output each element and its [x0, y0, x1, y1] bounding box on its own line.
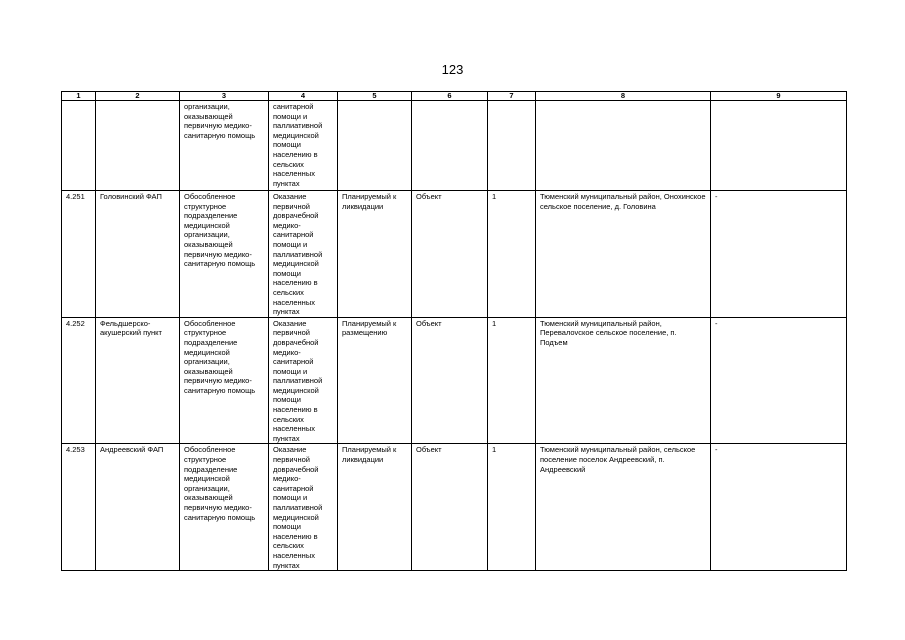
cell-unit: Объект	[412, 191, 488, 318]
cell-zone: -	[711, 444, 847, 571]
col-header-1: 1	[62, 92, 96, 101]
col-header-7: 7	[488, 92, 536, 101]
cell-zone: -	[711, 191, 847, 318]
cell-unit	[412, 101, 488, 191]
cell-type: Обособленное структурное подразделение медицинской организации, оказывающей первичную медико-санитарную помощь	[180, 317, 269, 444]
cell-count: 1	[488, 191, 536, 318]
cell-name: Фельдшерско-акушерский пункт	[96, 317, 180, 444]
cell-name: Андреевский ФАП	[96, 444, 180, 571]
table-row	[62, 191, 847, 318]
cell-zone	[711, 101, 847, 191]
table-row	[62, 317, 847, 444]
col-header-8: 8	[536, 92, 711, 101]
cell-count	[488, 101, 536, 191]
col-header-5: 5	[338, 92, 412, 101]
cell-unit: Объект	[412, 444, 488, 571]
cell-number	[62, 101, 96, 191]
cell-count: 1	[488, 317, 536, 444]
cell-purpose: Оказание первичной доврачебной медико-санитарной помощи и паллиативной медицинской помощи населению в сельских населенных пунктах	[269, 317, 338, 444]
cell-zone: -	[711, 317, 847, 444]
cell-location: Тюменский муниципальный район, сельское поселение поселок Андреевский, п. Андреевский	[536, 444, 711, 571]
cell-count: 1	[488, 444, 536, 571]
cell-status: Планируемый к ликвидации	[338, 191, 412, 318]
cell-purpose: Оказание первичной доврачебной медико-санитарной помощи и паллиативной медицинской помощи населению в сельских населенных пунктах	[269, 444, 338, 571]
cell-number: 4.251	[62, 191, 96, 318]
col-header-2: 2	[96, 92, 180, 101]
cell-unit: Объект	[412, 317, 488, 444]
cell-type: Обособленное структурное подразделение медицинской организации, оказывающей первичную медико-санитарную помощь	[180, 444, 269, 571]
header-row	[62, 92, 847, 101]
cell-type: Обособленное структурное подразделение медицинской организации, оказывающей первичную медико-санитарную помощь	[180, 191, 269, 318]
cell-status: Планируемый к ликвидации	[338, 444, 412, 571]
col-header-3: 3	[180, 92, 269, 101]
table-row	[62, 444, 847, 571]
col-header-9: 9	[711, 92, 847, 101]
cell-name	[96, 101, 180, 191]
cell-location: Тюменский муниципальный район, Перевалovское сельское поселение, п. Подъем	[536, 317, 711, 444]
register-table	[61, 91, 847, 571]
cell-number: 4.253	[62, 444, 96, 571]
cell-type: организации, оказывающей первичную медико-санитарную помощь	[180, 101, 269, 191]
cell-number: 4.252	[62, 317, 96, 444]
col-header-4: 4	[269, 92, 338, 101]
col-header-6: 6	[412, 92, 488, 101]
cell-status: Планируемый к размещению	[338, 317, 412, 444]
cell-name: Головинский ФАП	[96, 191, 180, 318]
cell-purpose: санитарной помощи и паллиативной медицинской помощи населению в сельских населенных пунктах	[269, 101, 338, 191]
page-number: 123	[441, 62, 464, 77]
cell-location: Тюменский муниципальный район, Онохинское сельское поселение, д. Головина	[536, 191, 711, 318]
cell-purpose: Оказание первичной доврачебной медико-санитарной помощи и паллиативной медицинской помощи населению в сельских населенных пунктах	[269, 191, 338, 318]
table-row-continued	[62, 101, 847, 191]
cell-status	[338, 101, 412, 191]
cell-location	[536, 101, 711, 191]
